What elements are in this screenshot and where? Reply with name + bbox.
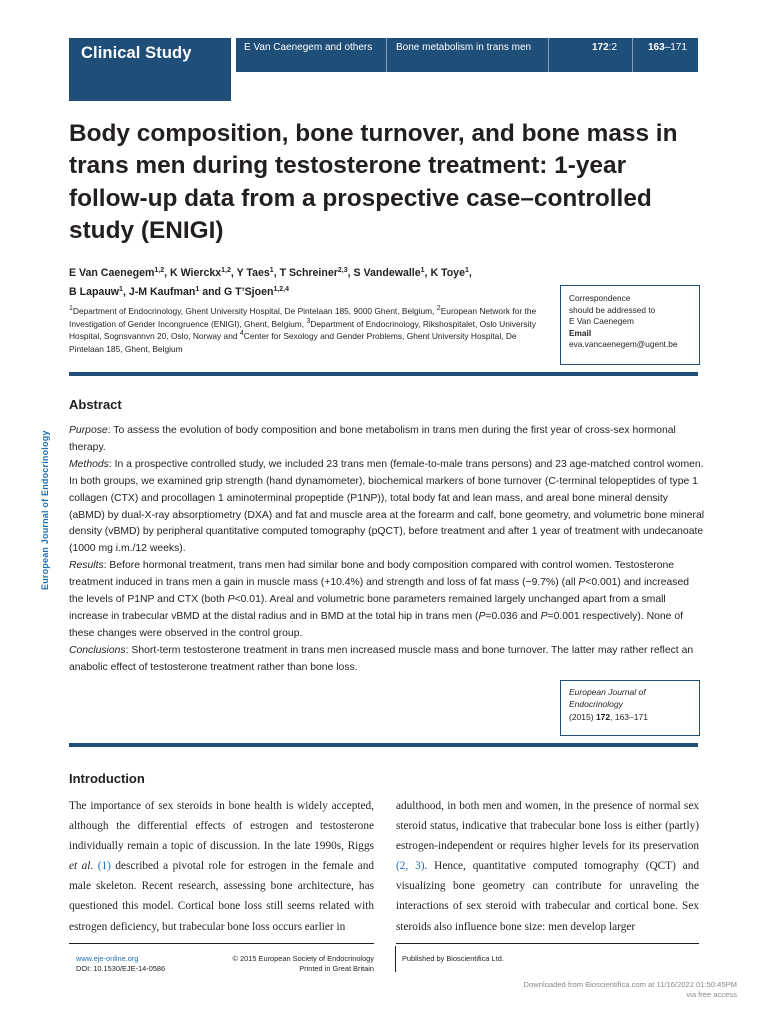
header-volume: 172 [592,42,609,53]
body-text: adulthood, in both men and women, in the presence of normal sex steroid status, indicative that trabecular bone loss is either (partly) estrogen-independent or requires higher levels for its preservation [396,800,699,853]
author-name: Y Taes [236,267,270,279]
correspondence-name: E Van Caenegem [569,316,634,327]
correspondence-line: should be addressed to [569,304,656,315]
author-name: K Toye [430,267,465,279]
section-rule [69,372,698,376]
abstract-conclusions-label: Conclusions [69,644,126,656]
reference-link[interactable]: (1) [97,860,111,873]
affiliations [69,305,549,355]
affiliation-number: 2 [436,305,441,312]
abstract-body [69,423,705,677]
citation-pages: , 163–171 [610,711,648,722]
citation-volume: 172 [595,711,611,722]
journal-url-link[interactable]: www.eje-online.org [76,954,139,963]
author-separator: , [424,267,431,279]
access-stamp: via free access [686,990,737,999]
author-name: B Lapauw [69,286,120,298]
citation-volume-line [569,711,697,723]
abstract-purpose [69,423,705,457]
article-title: Body composition, bone turnover, and bone mass in trans men during testosterone treatment: 1-year follow-up data from a prospective case–controlled study (ENIGI) [69,120,678,245]
body-text: . Hence, quantitative computed tomography (QCT) and visualizing bone geometry can contribute for unraveling the interactions of sex steroid with trabecular and cortical bone. Sex steroids also influence bone size: men develop larger [396,860,699,933]
author-affiliation-mark: 1 [464,267,469,274]
abstract-purpose-label: Purpose [69,425,108,436]
author-name: K Wierckx [170,267,222,279]
publisher: Published by Bioscientifica Ltd. [402,954,504,963]
reference-link[interactable]: (2, 3) [396,860,425,873]
copyright-line: © 2015 European Society of Endocrinology [232,954,374,963]
author-name: J-M Kaufman [128,286,196,298]
header-divider [632,38,633,72]
affiliation-text: Department of Endocrinology, Ghent University Hospital, De Pintelaan 185, 9000 Ghent, Belgium, [72,306,437,316]
abstract-results-text: =0.001 respectively). None of these changes were observed in the control group. [69,610,683,639]
author-affiliation-mark: 1,2,4 [273,286,290,293]
copyright [200,954,374,975]
p-value-symbol: P [478,610,486,622]
affiliation-text: European Network for the Investigation of Gender Incongruence (ENIGI), Ghent, Belgium, [69,306,537,329]
p-value-symbol: P [227,594,235,606]
footer-rule [69,943,374,944]
section-label: Clinical Study [81,44,192,62]
author-separator: , [468,267,472,279]
correspondence-line: Correspondence [569,293,631,303]
correspondence-text [569,293,697,351]
citation-journal: Endocrinology [569,699,623,710]
body-text: The importance of sex steroids in bone health is widely accepted, although the differential effects of estrogen and testosterone individually remain a topic of discussion. In the late 1990s, Riggs [69,800,374,853]
body-text: described a pivotal role for estrogen in the female and male skeleton. Recent research, assessing bone architecture, has questioned this model. Cortical bone loss still seems related with estrogen deficiency, but trabecular bone loss occurs earlier in [69,860,374,933]
affiliation-number: 3 [306,317,311,325]
abstract-methods-text: : In a prospective controlled study, we included 23 trans men (female-to-male trans persons) and 23 age-matched control women. In both groups, we examined grip strength (hand dynamometer), biochemical markers of bone turnover (C-terminal telopeptides of type 1 collagen (CTX) and procollagen 1 aminoterminal propeptide (P1NP)), total body fat and lean mass, and areal bone mineral density (aBMD) by dual-X-ray absorptiometry (DXA) and fat and muscle area at the forearm and calf, bone geometry, and volumetric bone mineral density (vBMD) by peripheral quantitative computed tomography (pQCT), before treatment and after 1 year of treatment with undecanoate (1000 mg i.m./12 weeks). [69,458,705,555]
abstract-results-text: =0.036 and [485,610,541,622]
header-page-start: 163 [648,42,665,53]
author-separator: , [273,267,280,279]
footer-rule [396,943,699,944]
abstract-methods [69,457,705,558]
author-affiliation-mark: 1 [119,286,123,293]
author-affiliation-mark: 1,2 [221,267,231,274]
download-stamp: Downloaded from Bioscientifica.com at 11/16/2022 01:50:45PM [523,980,737,989]
correspondence-email-label: Email [569,327,592,338]
header-issue: :2 [608,42,618,53]
abstract-purpose-text: : To assess the evolution of body composition and bone metabolism in trans men during the first year of cross-sex hormonal therapy. [69,425,676,453]
author-list [69,264,539,302]
author-name: E Van Caenegem [69,267,155,279]
author-separator: and [199,286,224,298]
body-text: . [90,860,98,873]
header-page-end: –171 [664,42,687,53]
affiliation-number: 4 [239,330,244,338]
header-pages [648,42,687,53]
affiliation-text: Center for Sexology and Gender Problems, Ghent University Hospital, De Pintelaan 185, Ghent, Belgium [69,331,517,354]
body-text-italic: et al [69,860,91,873]
body-column-right [396,796,699,937]
author-separator: , [230,267,237,279]
citation-journal: European Journal of [569,687,646,697]
abstract-conclusions-text: : Short-term testosterone treatment in trans men increased muscle mass and bone turnover. The latter may rather reflect an anabolic effect of testosterone treatment rather than bone loss. [69,644,694,673]
abstract-results-text: : Before hormonal treatment, trans men had similar bone and body composition compared with control women. Testosterone treatment induced in trans men a gain in muscle mass (+10.4%) and strength and loss of fat mass (−9.7%) (all [69,560,675,589]
author-separator: , [347,267,354,279]
abstract-results-text: <0.001) and increased the levels of P1NP and CTX (both [69,577,690,606]
header-divider [386,38,387,72]
introduction-heading: Introduction [69,771,145,786]
abstract-results-label: Results [69,560,104,572]
affiliation-number: 1 [69,305,73,312]
abstract-heading: Abstract [69,397,122,412]
section-rule [69,743,698,747]
p-value-symbol: P [578,577,586,589]
header-authors: E Van Caenegem and others [244,42,373,53]
affiliation-text: Department of Endocrinology, Rikshospitalet, Oslo University Hospital, Sognsvannvn 20, Oslo, Norway and [69,318,536,342]
running-header [236,38,698,72]
printed-line: Printed in Great Britain [299,964,374,974]
author-affiliation-mark: 1 [195,286,200,293]
citation-text [569,686,697,723]
abstract-results [69,558,705,643]
citation-year: (2015) [569,711,596,722]
abstract-results-text: <0.01). Areal and volumetric bone parameters remained largely unchanged apart from a small increase in trabecular vBMD at the distal radius and in BMD at the total hip in trans men ( [69,594,666,622]
author-affiliation-mark: 1 [420,267,425,274]
author-separator: , [164,267,171,279]
abstract-methods-label: Methods [69,458,109,470]
author-name: S Vandewalle [353,267,421,279]
p-value-symbol: P [540,610,548,622]
author-affiliation-mark: 1 [269,267,274,274]
header-volume-issue [592,42,617,53]
header-divider [548,38,549,72]
abstract-conclusions [69,643,705,677]
footer-divider [395,946,396,972]
header-running-title: Bone metabolism in trans men [396,42,532,53]
author-name: G T’Sjoen [223,286,274,298]
author-affiliation-mark: 1,2 [154,267,165,274]
body-column-left [69,796,374,937]
doi: DOI: 10.1530/EJE-14-0586 [76,964,166,973]
author-affiliation-mark: 2,3 [337,267,348,274]
author-name: T Schreiner [279,267,338,279]
author-separator: , [122,286,129,298]
correspondence-email[interactable]: eva.vancaenegem@ugent.be [569,339,678,350]
journal-sidebar-label: European Journal of Endocrinology [40,430,50,590]
